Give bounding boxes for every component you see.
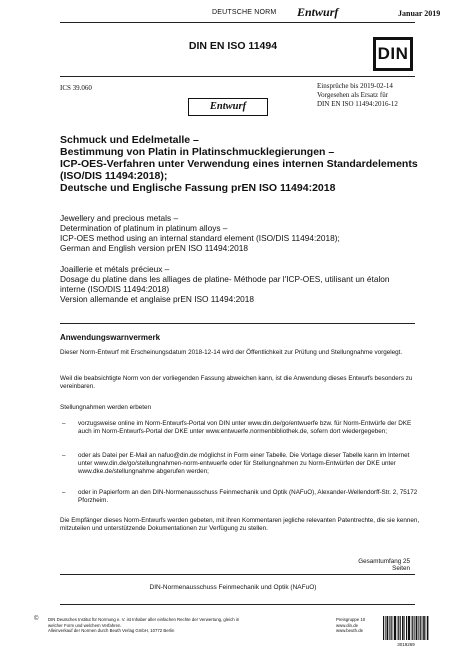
ics-code: ICS 39.060 (60, 84, 92, 92)
barcode-icon (383, 616, 429, 640)
replacement-label: Vorgesehen als Ersatz für (317, 91, 389, 99)
title-de-line: Bestimmung von Platin in Platinschmucklegierungen – (60, 146, 335, 158)
title-fr-line: Version allemande et anglaise prEN ISO 11494:2018 (60, 294, 255, 304)
standard-number: DIN EN ISO 11494 (188, 40, 278, 52)
paragraph-patents: Die Empfänger dieses Norm-Entwurfs werden gebeten, mit ihren Kommentaren jegliche relevanten Patentrechte, die sie kennen, mitzuteilen und unterstützende Dokumentationen zur Verfügung zu stellen. (60, 517, 420, 532)
committee-divider (60, 574, 415, 575)
paragraph-comments-request: Stellungnahmen werden erbeten (60, 404, 152, 411)
copyright-notice (34, 616, 313, 634)
warning-heading: Anwendungswarnvermerk (60, 333, 161, 342)
issue-date: Januar 2019 (398, 9, 441, 18)
title-fr-line: Joaillerie et métals précieux – (60, 264, 170, 274)
copyright-line: Alleinverkauf der Normen durch Beuth Verlag GmbH, 10772 Berlin (48, 628, 175, 633)
title-de-line: Schmuck und Edelmetalle – (60, 134, 199, 146)
title-de-line: ICP-OES-Verfahren unter Verwendung eines internen Standardelements (60, 158, 418, 170)
copyright-line: welcher Form und welchem Verfahren. (48, 622, 122, 628)
price-info (336, 617, 365, 634)
title-french (60, 264, 430, 304)
title-de-line: Deutsche und Englische Fassung prEN ISO 11494:2018 (60, 182, 336, 194)
objection-info (317, 82, 398, 109)
paragraph-deviation: Weil die beabsichtigte Norm von der vorliegenden Fassung abweichen kann, ist die Anwendung dieses Entwurfs besonders zu vereinbaren. (60, 375, 413, 390)
title-fr-line: interne (ISO/DIS 11494:2018) (60, 284, 170, 294)
paragraph-publication: Dieser Norm-Entwurf mit Erscheinungsdatum 2018-12-14 wird der Öffentlichkeit zur Prüfung und Stellungnahme vorgelegt. (60, 349, 403, 356)
bullet-text: vorzugsweise online im Norm-Entwurfs-Portal von DIN unter www.din.de/go/entwuerfe bzw. für Norm-Entwürfe der DKE auch im Norm-Entwurfs-Portal der DKE unter www.entwuerfe.normenbibliothek.de, sofern dort wiedergegeben; (78, 420, 412, 435)
bullet-text: oder als Datei per E-Mail an nafuo@din.de möglichst in Form einer Tabelle. Die Vorlage dieser Tabelle kann im Internet unter www.din.de/go/stellungnahmen-norm-entwuerfe oder für Stellungnahmen zu Norm-Entwürfen der DKE unter www.dke.de/stellungnahme abgerufen werden; (78, 452, 410, 475)
title-en-line: Jewellery and precious metals – (60, 213, 179, 223)
bullet-dash: – (62, 452, 66, 459)
objection-deadline: Einsprüche bis 2019-02-14 (317, 82, 393, 90)
title-de-line: (ISO/DIS 11494:2018); (60, 170, 168, 182)
footer-divider (60, 604, 415, 605)
top-bar (0, 0, 466, 22)
din-website: www.din.de (336, 622, 358, 628)
copyright-icon: © (34, 616, 39, 622)
replaced-standard: DIN EN ISO 11494:2016-12 (317, 100, 398, 108)
copyright-line: DIN Deutsches Institut für Normung e. V. ist Inhaber aller einfachen Rechte der Verwertung, gleich in (48, 617, 240, 622)
title-en-line: ICP-OES method using an internal standard element (ISO/DIS 11494:2018); (60, 233, 340, 243)
top-divider (60, 22, 415, 23)
document-number: 3019269 (397, 642, 415, 647)
title-en-line: German and English version prEN ISO 11494:2018 (60, 243, 249, 253)
beuth-website: www.beuth.de (336, 628, 363, 633)
title-english (60, 213, 430, 253)
header-divider (60, 76, 415, 77)
price-group: Preisgruppe 10 (336, 617, 366, 622)
title-fr-line: Dosage du platine dans les alliages de platine- Méthode par l'ICP-OES, utilisant un étalon (60, 274, 390, 284)
committee-name: DIN-Normenausschuss Feinmechanik und Optik (NAFuO) (149, 584, 317, 591)
section-divider (60, 323, 415, 324)
din-logo-icon: DIN (373, 37, 413, 71)
bullet-text: oder in Papierform an den DIN-Normenausschuss Feinmechanik und Optik (NAFuO), Alexander-Wellendorff-Str. 2, 75172 Pforzheim. (78, 489, 418, 504)
draft-stamp: Entwurf (188, 98, 268, 116)
bullet-dash: – (62, 489, 66, 496)
status-label: Entwurf (297, 5, 339, 19)
total-pages: Gesamtumfang 25 Seiten (358, 558, 410, 572)
title-en-line: Determination of platinum in platinum alloys – (60, 223, 228, 233)
norm-label: DEUTSCHE NORM (212, 9, 277, 16)
bullet-dash: – (62, 420, 66, 427)
title-german (60, 134, 420, 194)
